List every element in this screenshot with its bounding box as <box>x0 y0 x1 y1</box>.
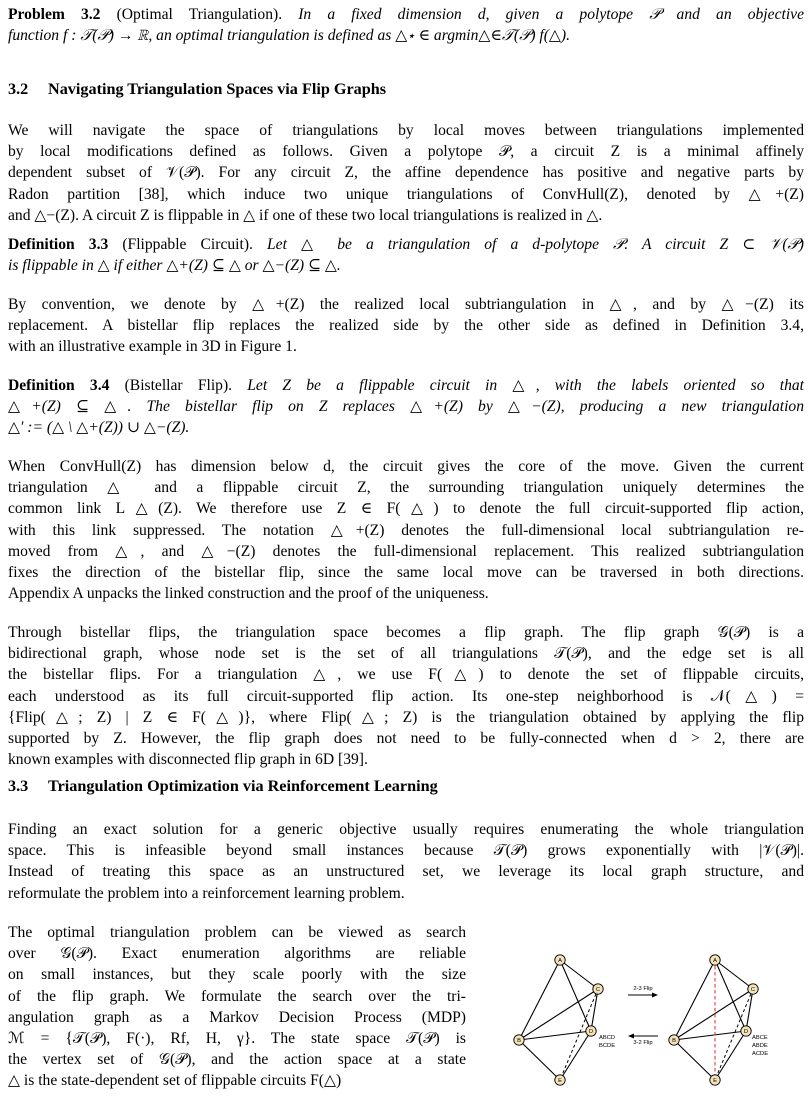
section-heading: 3.2 Navigating Triangulation Spaces via Flip Graphs <box>8 80 387 98</box>
polytope-edge <box>674 1040 715 1080</box>
paragraph-line: △ is the state-dependent set of flippable circuits F(△) <box>8 1072 342 1090</box>
paragraph-line: known examples with disconnected flip graph in 6D [39]. <box>8 751 368 769</box>
polytope-edge <box>560 960 598 989</box>
left-polytope <box>514 955 603 1085</box>
definition-3-3: Definition 3.3 (Flippable Circuit). Let △ be a triangulation of a d-polytope 𝒫. A circuit Z ⊂ 𝒱(𝒫) is flippable in △ if either △+(Z) ⊆ △ or △−(Z) ⊆ △. <box>8 236 804 275</box>
vertex-label: D <box>588 1029 594 1035</box>
vertex-label: E <box>713 1078 717 1084</box>
forward-flip-label: 2-3 Flip <box>633 986 653 992</box>
paragraph-line: When ConvHull(Z) has dimension below d, the circuit gives the core of the move. Given the current <box>8 458 804 475</box>
paragraph-line: the vertex set of 𝒢(𝒫), and the action space at a state <box>8 1051 466 1069</box>
paragraph-line: We will navigate the space of triangulations by local moves between triangulations implemented <box>8 122 804 139</box>
paragraph-line: of the flip graph. We formulate the search over the tri- <box>8 987 466 1005</box>
paragraph-line: bidirectional graph, whose node set is the set of all triangulations 𝒯(𝒫), and the edge set is all <box>8 645 804 663</box>
tetrahedron-label: BCDE <box>599 1043 616 1049</box>
paragraph-line: Finding an exact solution for a generic objective usually requires enumerating the whole triangulation <box>8 821 804 838</box>
paragraph-line: the bistellar flips. For a triangulation △, we use F(△) to denote the set of flippable circuits, <box>8 666 804 684</box>
polytope-edge <box>591 987 601 1031</box>
definition-3-4: Definition 3.4 (Bistellar Flip). Let Z be a flippable circuit in △, with the labels oriented so that △+(Z) ⊆ △. The bistellar flip on Z replaces △+(Z) by △−(Z), producing a new triangulation △′ := (△ \ △+(Z)) ∪ △−(Z). <box>8 377 805 437</box>
paragraph-line: reformulate the problem into a reinforcement learning problem. <box>8 884 405 902</box>
paragraph-line: The optimal triangulation problem can be viewed as search <box>8 924 466 941</box>
paragraph-line: moved from △, and △−(Z) denotes the full-dimensional replacement. This realized subtriangulation <box>8 542 804 560</box>
problem-line: Problem 3.2 (Optimal Triangulation). In a fixed dimension d, given a polytope 𝒫 and an objective <box>8 6 804 23</box>
paragraph-line: common link L△(Z). We therefore use Z ∈ F(△) to denote the full circuit-supported flip action, <box>8 500 804 518</box>
polytope-edge <box>715 960 753 989</box>
paragraph-line: triangulation △ and a flippable circuit Z, the surrounding triangulation uniquely determines the <box>8 479 804 497</box>
paragraph <box>8 819 804 904</box>
problem-statement <box>8 4 804 46</box>
paragraph-line: fixes the direction of the bistellar flip, since the same local move can be traversed in both directions. <box>8 564 804 582</box>
paragraph-line: Appendix A unpacks the linked construction and the proof of the uniqueness. <box>8 585 489 603</box>
right-polytope <box>669 955 758 1085</box>
paragraph <box>8 456 804 604</box>
vertex-label: C <box>750 987 756 993</box>
paragraph <box>8 622 804 770</box>
paragraph-line: supported by Z. However, the flip graph does not need to be fully-connected when d > 2, there are <box>8 730 804 748</box>
paragraph-line: by local modifications defined as follows. Given a polytope 𝒫, a circuit Z is a minimal affinely <box>8 143 804 161</box>
vertex-label: A <box>558 958 562 964</box>
backward-flip-arrow <box>628 1034 658 1047</box>
polytope-edge <box>560 1029 594 1080</box>
section-heading: 3.3 Triangulation Optimization via Reinforcement Learning <box>8 777 438 795</box>
flip-diagram <box>505 935 805 1105</box>
vertex-label: B <box>672 1038 676 1044</box>
polytope-edge <box>519 1040 560 1080</box>
tetrahedron-label: ABCE <box>752 1035 768 1041</box>
paragraph-line: ℳ = {𝒯(𝒫), F(·), Rf, H, γ}. The state space 𝒯(𝒫) is <box>8 1030 466 1048</box>
vertex-label: C <box>595 987 601 993</box>
paragraph-line: with an illustrative example in 3D in Figure 1. <box>8 338 297 356</box>
tetrahedron-label: ABCD <box>599 1035 616 1041</box>
paragraph-line: space. This is infeasible beyond small instances because 𝒯(𝒫) grows exponentially with |𝒱(𝒫)|. <box>8 842 804 860</box>
vertex-label: A <box>713 958 717 964</box>
paragraph-line: angulation graph as a Markov Decision Process (MDP) <box>8 1008 466 1026</box>
forward-flip-arrow <box>628 986 658 998</box>
tetrahedron-label: ACDE <box>752 1051 769 1057</box>
paragraph <box>8 294 804 358</box>
paragraph-line: Instead of treating this space as an unstructured set, we leverage its local graph structure, and <box>8 863 804 881</box>
paragraph-line: each understood as its full circuit-supported flip action. Its one-step neighborhood is 𝒩(△) = <box>8 687 804 705</box>
problem-line: function f : 𝒯(𝒫) → ℝ, an optimal triangulation is defined as △⋆ ∈ argmin△∈𝒯(𝒫) f(△). <box>8 27 571 45</box>
paragraph-line: Radon partition [38], which induce two unique triangulations of ConvHull(Z), denoted by △+(Z) <box>8 185 804 203</box>
paragraph <box>8 120 804 226</box>
paragraph-line: By convention, we denote by △+(Z) the realized local subtriangulation in △, and by △−(Z) its <box>8 296 804 313</box>
figure-bistellar-flip <box>505 935 805 1105</box>
tetrahedron-label: ABDE <box>752 1043 768 1049</box>
paragraph-line: replacement. A bistellar flip replaces the realized side by the other side as defined in Definition 3.4, <box>8 317 804 335</box>
vertex-label: E <box>558 1078 562 1084</box>
polytope-edge <box>519 960 560 1040</box>
vertex-label: B <box>517 1038 521 1044</box>
polytope-edge <box>715 1029 749 1080</box>
polytope-edge <box>560 960 591 1031</box>
paragraph-line: on small instances, but they scale poorly with the size <box>8 966 466 984</box>
arrowhead <box>652 993 658 998</box>
paragraph-line: over 𝒢(𝒫). Exact enumeration algorithms are reliable <box>8 945 466 963</box>
backward-flip-label: 3-2 Flip <box>633 1040 653 1046</box>
paragraph-line: and △−(Z). A circuit Z is flippable in △ if one of these two local triangulations is realized in △. <box>8 206 603 224</box>
paragraph <box>8 922 466 1092</box>
paragraph-line: dependent subset of 𝒱(𝒫). For any circuit Z, the affine dependence has positive and negative parts by <box>8 164 804 182</box>
polytope-edge <box>674 960 715 1040</box>
polytope-edge <box>715 960 746 1031</box>
arrowhead <box>628 1034 634 1039</box>
paragraph-line: with this link suppressed. The notation △+(Z) denotes the full-dimensional local subtriangulation re- <box>8 521 804 539</box>
paragraph-line: {Flip(△; Z) | Z ∈ F(△)}, where Flip(△; Z) is the triangulation obtained by applying the flip <box>8 708 804 726</box>
polytope-edge <box>746 987 756 1031</box>
vertex-label: D <box>743 1029 749 1035</box>
paragraph-line: Through bistellar flips, the triangulation space becomes a flip graph. The flip graph 𝒢(𝒫) is a <box>8 624 804 641</box>
